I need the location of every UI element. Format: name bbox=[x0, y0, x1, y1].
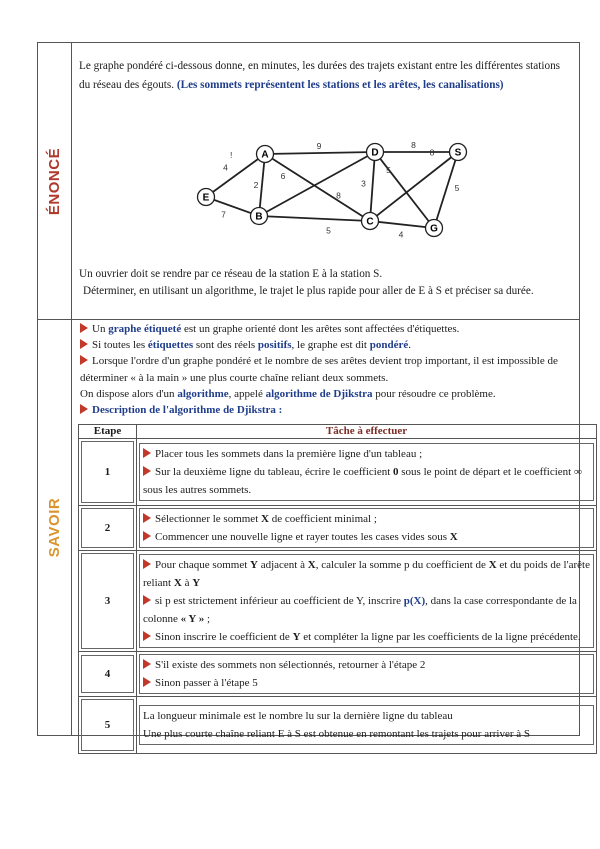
edge-weight-label: 5 bbox=[454, 183, 460, 193]
bullet-arrow-icon bbox=[143, 677, 151, 687]
graph-node-s bbox=[450, 144, 467, 161]
step-task: Sélectionner le sommet X de coefficient minimal ; Commencer une nouvelle ligne et rayer toutes les cases vides sous X bbox=[137, 506, 597, 551]
margin-divider bbox=[71, 43, 72, 735]
svg-text:D: D bbox=[371, 147, 379, 159]
header-step: Etape bbox=[79, 425, 137, 439]
edge-weight-label: 5 bbox=[386, 165, 391, 175]
svg-text:E: E bbox=[202, 192, 210, 204]
svg-text:S: S bbox=[454, 147, 462, 159]
algorithm-table bbox=[78, 424, 597, 754]
bullet-arrow-icon bbox=[143, 659, 151, 669]
bullet-arrow-icon bbox=[143, 448, 151, 458]
table-header-row bbox=[79, 425, 597, 439]
bullet-arrow-icon bbox=[143, 631, 151, 641]
edge-weight-label: 7 bbox=[221, 209, 226, 220]
bullet-arrow-icon bbox=[80, 339, 88, 349]
svg-text:G: G bbox=[430, 223, 438, 235]
step-number: 3 bbox=[79, 551, 137, 652]
section-divider bbox=[38, 319, 579, 320]
graph-node-a bbox=[257, 146, 274, 163]
bullet-arrow-icon bbox=[143, 559, 151, 569]
bullet-arrow-icon bbox=[143, 531, 151, 541]
edge-weight-label: 8 bbox=[429, 147, 435, 158]
svg-text:C: C bbox=[366, 216, 374, 228]
edge-weight-label: 4 bbox=[223, 162, 228, 173]
edge-weight-label: 2 bbox=[253, 180, 259, 190]
graph-node-g bbox=[426, 220, 443, 237]
step-number: 4 bbox=[79, 652, 137, 697]
edge-weight-label: 8 bbox=[336, 190, 341, 201]
table-row bbox=[79, 439, 597, 506]
bullet-arrow-icon bbox=[80, 404, 88, 414]
step-task: S'il existe des sommets non sélectionnés, retourner à l'étape 2 Sinon passer à l'étape 5 bbox=[137, 652, 597, 697]
edge-a-b bbox=[259, 154, 265, 216]
svg-text:B: B bbox=[255, 211, 263, 223]
bullet-arrow-icon bbox=[80, 323, 88, 333]
algorithm-intro: On dispose alors d'un algorithme, appelé algorithme de Djikstra pour résoudre ce problème. bbox=[80, 388, 496, 400]
bullet-arrow-icon bbox=[143, 466, 151, 476]
graph-node-c bbox=[362, 213, 379, 230]
edge-a-d bbox=[265, 152, 375, 154]
edge-e-a bbox=[206, 154, 265, 197]
bullet-arrow-icon bbox=[143, 595, 151, 605]
graph-figure bbox=[188, 137, 478, 247]
edge-b-c bbox=[259, 216, 370, 221]
savoir-label: SAVOIR bbox=[46, 497, 63, 558]
def-graphe-etiquete: Un graphe étiqueté est un graphe orienté dont les arêtes sont affectées d'étiquettes. bbox=[80, 321, 572, 338]
edge-weight-label: 5 bbox=[326, 225, 331, 236]
edge-weight-label: 8 bbox=[411, 140, 416, 150]
graph-node-e bbox=[198, 189, 215, 206]
step-task: Pour chaque sommet Y adjacent à X, calculer la somme p du coefficient de X et du poids de l'arête reliant X à Y si p est strictement inférieur au coefficient de Y, inscrire p(X), dans la case correspondante de la colonne « Y » ; Sinon inscrire le coefficient de Y et compléter la ligne par les coefficients de la ligne précédente. bbox=[137, 551, 597, 652]
enonce-label: ÉNONCÉ bbox=[46, 147, 63, 215]
algorithm-heading: Description de l'algorithme de Djikstra : bbox=[80, 402, 572, 419]
bullet-arrow-icon bbox=[143, 513, 151, 523]
def-graphe-pondere: Si toutes les étiquettes sont des réels positifs, le graphe est dit pondéré. bbox=[80, 337, 572, 354]
header-task: Tâche à effectuer bbox=[137, 425, 597, 439]
edge-c-g bbox=[370, 221, 434, 228]
graph-node-b bbox=[251, 208, 268, 225]
table-row bbox=[79, 551, 597, 652]
table-row bbox=[79, 697, 597, 754]
table-row bbox=[79, 652, 597, 697]
svg-text:A: A bbox=[261, 149, 269, 161]
step-number: 5 bbox=[79, 697, 137, 754]
edge-d-c bbox=[370, 152, 375, 221]
impossibility-note: Lorsque l'ordre d'un graphe pondéré et le nombre de ses arêtes devient trop important, il est impossible de déterminer « à la main » une plus courte chaîne reliant deux sommets. bbox=[80, 355, 558, 384]
step-task: La longueur minimale est le nombre lu sur la dernière ligne du tableau Une plus courte chaîne reliant E à S est obtenue en remontant les trajets pour arriver à S bbox=[137, 697, 597, 754]
step-number: 2 bbox=[79, 506, 137, 551]
edge-weight-label: 4 bbox=[398, 229, 404, 240]
edge-d-g bbox=[375, 152, 434, 228]
table-row bbox=[79, 506, 597, 551]
graph-node-d bbox=[367, 144, 384, 161]
edge-weight-label: 3 bbox=[361, 178, 366, 189]
question-line-1: Un ouvrier doit se rendre par ce réseau de la station E à la station S. bbox=[79, 268, 383, 280]
enonce-intro: Le graphe pondéré ci-dessous donne, en minutes, les durées des trajets existant entre les différentes stations du réseau des égouts. (Les sommets représentent les stations et les arêtes, les canalisations) bbox=[79, 60, 561, 91]
step-task: Placer tous les sommets dans la première ligne d'un tableau ; Sur la deuxième ligne du tableau, écrire le coefficient 0 sous le point de départ et le coefficient ∞ sous les autres sommets. bbox=[137, 439, 597, 506]
question-line-2: Déterminer, en utilisant un algorithme, le trajet le plus rapide pour aller de E à S et préciser sa durée. bbox=[83, 285, 534, 297]
stray-mark: ! bbox=[230, 150, 233, 160]
edge-weight-label: 6 bbox=[280, 171, 286, 181]
sheet-frame bbox=[37, 42, 590, 740]
step-number: 1 bbox=[79, 439, 137, 506]
edge-weight-label: 9 bbox=[316, 141, 322, 151]
bullet-arrow-icon bbox=[80, 355, 88, 365]
